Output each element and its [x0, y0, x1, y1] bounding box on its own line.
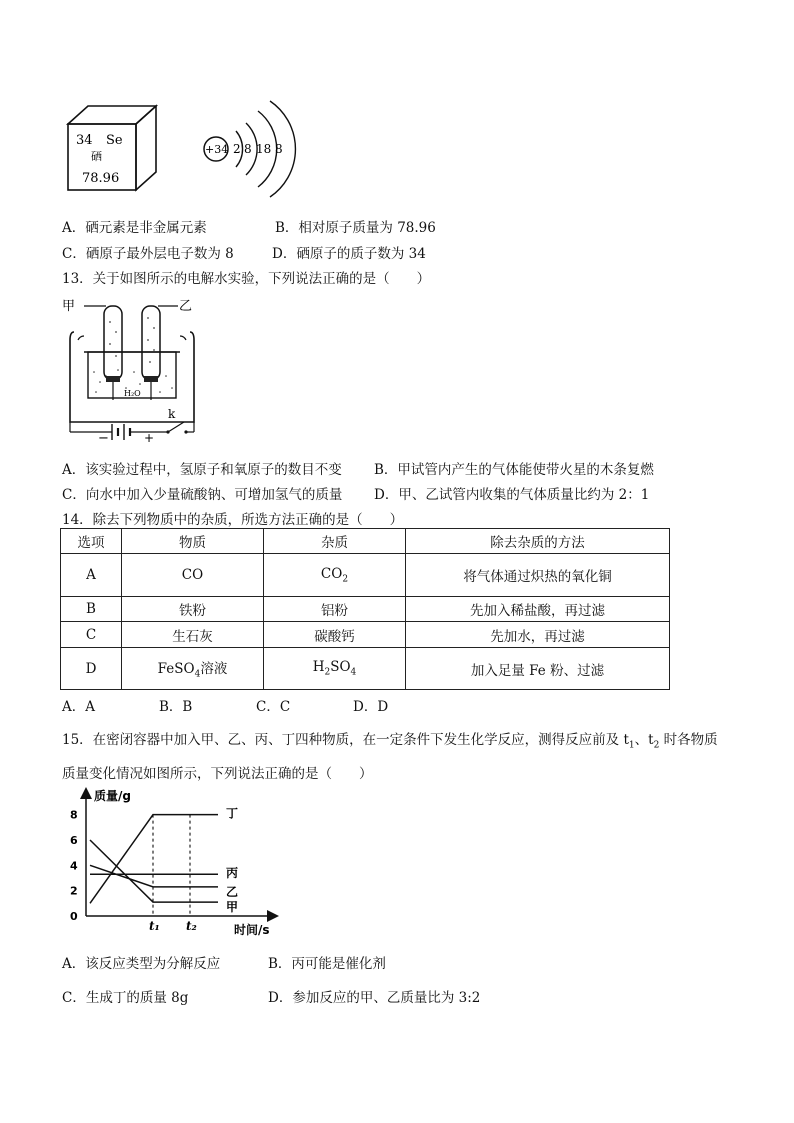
tile-name: 硒: [91, 150, 102, 163]
header-substance: 物质: [122, 529, 264, 554]
row-c-option: C: [61, 622, 122, 648]
feso4-base: FeSO: [157, 661, 195, 678]
q14-answer-b: B．B: [159, 699, 193, 715]
series-label: 丙: [226, 866, 239, 881]
row-a-option: A: [61, 554, 122, 597]
q13-option-d: D．甲、乙试管内收集的气体质量比约为 2：1: [374, 487, 650, 503]
header-impurity: 杂质: [264, 529, 406, 554]
row-c-impurity: 碳酸钙: [264, 622, 406, 648]
water-label: H₂O: [124, 389, 141, 398]
row-b-option: B: [61, 597, 122, 622]
x-axis-label: 时间/s: [234, 923, 270, 937]
table-row: [61, 597, 670, 622]
q15-option-b: B．丙可能是催化剂: [268, 956, 386, 972]
row-a-impurity: [264, 554, 406, 597]
t2-sub: 2: [653, 740, 660, 751]
q12-option-a: A．硒元素是非金属元素: [62, 220, 207, 236]
tube-yi-label: 乙: [179, 299, 193, 314]
q14-answer-a: A．A: [62, 699, 95, 715]
y-tick-label: 8: [70, 808, 78, 822]
row-d-method: 加入足量 Fe 粉、过滤: [406, 648, 670, 690]
q13-option-a: A．该实验过程中，氢原子和氧原子的数目不变: [62, 462, 342, 478]
table-row: [61, 622, 670, 648]
tile-atomic-mass: 78.96: [82, 171, 120, 186]
y-tick-label: 4: [70, 859, 78, 873]
q13-stem: 13．关于如图所示的电解水实验，下列说法正确的是（ ）: [62, 271, 431, 287]
q12-option-c: C．硒原子最外层电子数为 8: [62, 246, 234, 262]
switch-label: k: [168, 407, 176, 421]
q15-option-d: D．参加反应的甲、乙质量比为 3:2: [268, 990, 481, 1006]
row-b-substance: 铁粉: [122, 597, 264, 622]
h2so4-sub2: 4: [350, 667, 357, 678]
q14-answer-c: C．C: [256, 699, 291, 715]
y-tick-label: 2: [70, 884, 78, 898]
row-b-method: 先加入稀盐酸，再过滤: [406, 597, 670, 622]
shell-2: 8: [244, 142, 252, 156]
mass-time-chart: [58, 786, 288, 938]
header-method: 除去杂质的方法: [406, 529, 670, 554]
row-a-method: 将气体通过炽热的氧化铜: [406, 554, 670, 597]
q12-option-b: B．相对原子质量为 78.96: [275, 220, 436, 236]
q15-option-a: A．该反应类型为分解反应: [62, 956, 221, 972]
tile-symbol: Se: [106, 133, 123, 148]
row-c-substance: 生石灰: [122, 622, 264, 648]
y-axis-label: 质量/g: [94, 789, 131, 803]
q13-option-c: C．向水中加入少量硫酸钠、可增加氢气的质量: [62, 487, 343, 503]
co2-base: CO: [320, 565, 343, 582]
q13-option-b: B．甲试管内产生的气体能使带火星的木条复燃: [374, 462, 654, 478]
row-b-impurity: 铝粉: [264, 597, 406, 622]
t1-sub: 1: [628, 740, 635, 751]
q14-table: [60, 528, 670, 690]
atom-structure-diagram: [200, 95, 300, 203]
series-label: 乙: [226, 884, 239, 899]
q12-option-d: D．硒原子的质子数为 34: [272, 246, 426, 262]
solution-word: 溶液: [200, 661, 228, 678]
q15-stem-line1: [62, 728, 718, 751]
feso4-subscript: 4: [194, 669, 201, 680]
q14-answer-d: D．D: [353, 699, 389, 715]
electrolysis-apparatus: [60, 292, 210, 444]
x-tick-label: t₂: [186, 919, 197, 933]
h2so4-h: H: [312, 659, 325, 676]
shell-1: 2: [233, 142, 241, 156]
co2-subscript: 2: [342, 574, 349, 585]
table-row: [61, 648, 670, 690]
header-option: 选项: [61, 529, 122, 554]
table-header-row: [61, 529, 670, 554]
tile-atomic-number: 34: [76, 133, 93, 148]
series-label: 丁: [226, 806, 239, 821]
row-a-substance: CO: [122, 554, 264, 597]
y-tick-label: 0: [70, 910, 78, 923]
row-d-option: D: [61, 648, 122, 690]
row-c-method: 先加水，再过滤: [406, 622, 670, 648]
h2so4-so: SO: [330, 659, 351, 676]
row-d-impurity: [264, 648, 406, 690]
row-d-substance: [122, 648, 264, 690]
q15-stem-mid: 、t: [634, 732, 654, 748]
shell-3: 18: [256, 142, 272, 156]
q15-stem-end: 时各物质: [659, 732, 718, 748]
q14-stem: 14．除去下列物质中的杂质，所选方法正确的是（ ）: [62, 512, 404, 528]
q15-stem-line2: 质量变化情况如图所示，下列说法正确的是（ ）: [62, 766, 373, 782]
selenium-element-tile: [64, 100, 164, 192]
minus-label: −: [98, 431, 109, 444]
table-row: [61, 554, 670, 597]
x-tick-label: t₁: [149, 919, 160, 933]
q15-option-c: C．生成丁的质量 8g: [62, 990, 189, 1006]
shell-4: 8: [275, 142, 283, 156]
nucleus-charge: +34: [205, 143, 229, 156]
y-tick-label: 6: [70, 834, 78, 847]
series-line: [90, 840, 218, 902]
h2so4-sub1: 2: [324, 667, 331, 678]
series-label: 甲: [226, 900, 239, 915]
tube-jia-label: 甲: [62, 299, 76, 314]
q15-stem-text: 15．在密闭容器中加入甲、乙、丙、丁四种物质，在一定条件下发生化学反应，测得反应前及 t: [62, 732, 629, 748]
plus-label: +: [144, 431, 155, 444]
